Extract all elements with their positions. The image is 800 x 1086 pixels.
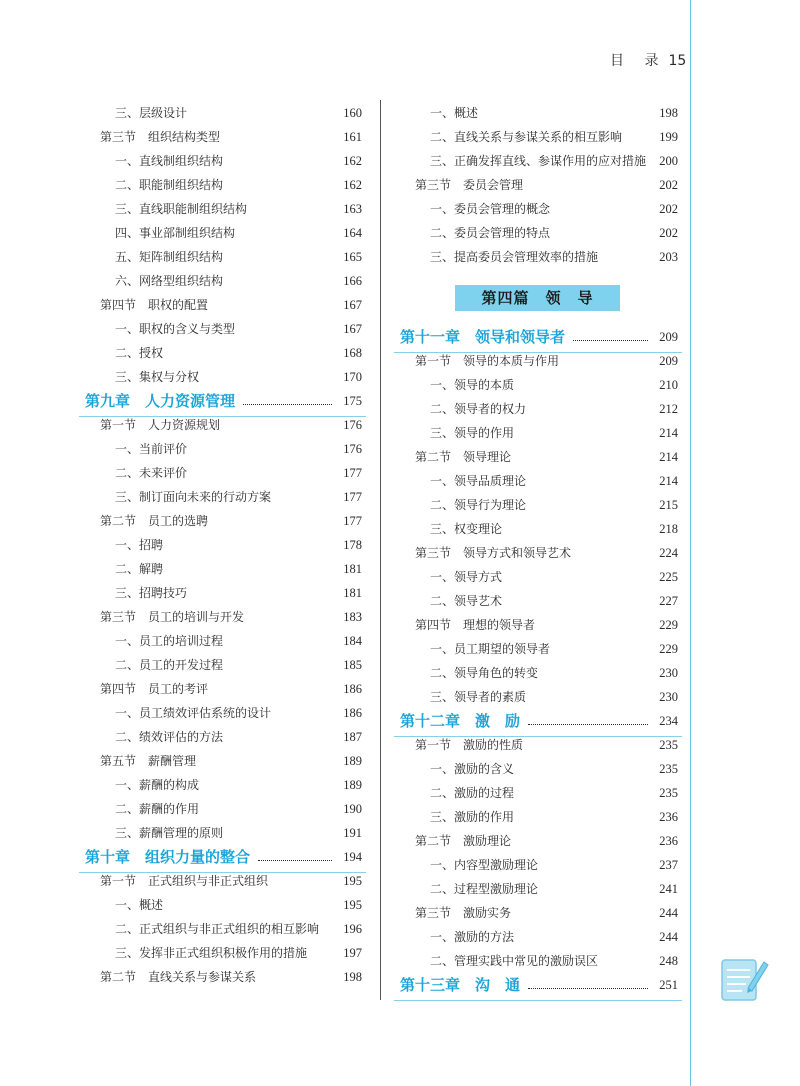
toc-item-row[interactable] [400, 469, 678, 493]
toc-entry-page: 167 [343, 322, 362, 336]
toc-entry-title: 三、权变理论 [430, 522, 503, 536]
toc-section-row[interactable] [400, 445, 678, 469]
toc-entry-title: 第一节 激励的性质 [415, 738, 524, 752]
toc-entry-page: 248 [659, 954, 678, 968]
toc-entry-title: 一、激励的方法 [430, 930, 515, 944]
toc-entry-title: 第三节 员工的培训与开发 [100, 610, 245, 624]
header-label: 目 录 [610, 53, 667, 69]
page-header [610, 50, 687, 69]
toc-entry-page: 229 [659, 642, 678, 656]
toc-entry-title: 二、直线关系与参谋关系的相互影响 [430, 130, 623, 144]
toc-entry-title: 三、层级设计 [115, 106, 188, 120]
toc-entry-title: 二、绩效评估的方法 [115, 730, 224, 744]
toc-entry-page: 235 [659, 762, 678, 776]
toc-entry-title: 二、授权 [115, 346, 164, 360]
toc-entry-title: 第二节 员工的选聘 [100, 514, 209, 528]
toc-item-row[interactable] [400, 589, 678, 613]
toc-item-row[interactable] [85, 773, 362, 797]
toc-entry-title: 三、领导者的素质 [430, 690, 527, 704]
toc-item-row[interactable] [85, 821, 362, 845]
header-page-number: 15 [668, 53, 687, 69]
toc-item-row[interactable] [85, 149, 362, 173]
toc-entry-page: 230 [659, 690, 678, 704]
toc-entry-title: 二、过程型激励理论 [430, 882, 539, 896]
toc-item-row[interactable] [400, 685, 678, 709]
toc-entry-page: 190 [343, 802, 362, 816]
toc-entry-page: 241 [659, 882, 678, 896]
toc-entry-page: 198 [343, 970, 362, 984]
toc-entry-page: 215 [659, 498, 678, 512]
toc-entry-title: 第三节 组织结构类型 [100, 130, 221, 144]
toc-entry-title: 第三节 激励实务 [415, 906, 512, 920]
toc-entry-page: 189 [343, 778, 362, 792]
toc-entry-title: 二、领导者的权力 [430, 402, 527, 416]
toc-item-row[interactable] [400, 877, 678, 901]
toc-entry-title: 二、未来评价 [115, 466, 188, 480]
toc-entry-title: 一、当前评价 [115, 442, 188, 456]
toc-entry-page: 198 [659, 106, 678, 120]
toc-leader-dots [258, 860, 332, 861]
toc-item-row[interactable] [85, 221, 362, 245]
toc-entry-page: 202 [659, 202, 678, 216]
toc-item-row[interactable] [85, 581, 362, 605]
toc-item-row[interactable] [85, 101, 362, 125]
notebook-pencil-icon [718, 952, 770, 1004]
toc-entry-title: 第十二章 激 励 [400, 712, 521, 730]
toc-entry-page: 162 [343, 178, 362, 192]
toc-entry-title: 一、薪酬的构成 [115, 778, 200, 792]
toc-item-row[interactable] [85, 629, 362, 653]
toc-item-row[interactable] [400, 397, 678, 421]
toc-item-row[interactable] [85, 437, 362, 461]
toc-item-row[interactable] [400, 853, 678, 877]
toc-entry-title: 第四节 理想的领导者 [415, 618, 536, 632]
toc-section-row[interactable] [85, 869, 362, 893]
toc-entry-title: 三、激励的作用 [430, 810, 515, 824]
toc-entry-page: 161 [343, 130, 362, 144]
toc-entry-page: 210 [659, 378, 678, 392]
toc-entry-title: 三、提高委员会管理效率的措施 [430, 250, 599, 264]
toc-entry-page: 214 [659, 450, 678, 464]
toc-entry-page: 194 [343, 850, 362, 864]
toc-item-row[interactable] [85, 485, 362, 509]
toc-entry-title: 二、员工的开发过程 [115, 658, 224, 672]
toc-entry-page: 170 [343, 370, 362, 384]
toc-right-column-top [400, 101, 678, 269]
toc-item-row[interactable] [400, 421, 678, 445]
toc-section-row[interactable] [400, 613, 678, 637]
toc-item-row[interactable] [85, 653, 362, 677]
toc-section-row[interactable] [400, 541, 678, 565]
toc-item-row[interactable] [85, 797, 362, 821]
toc-entry-title: 四、事业部制组织结构 [115, 226, 236, 240]
toc-right-column-bottom [400, 325, 678, 997]
toc-item-row[interactable] [400, 805, 678, 829]
toc-item-row[interactable] [400, 637, 678, 661]
toc-entry-page: 225 [659, 570, 678, 584]
toc-entry-title: 第九章 人力资源管理 [85, 392, 236, 410]
toc-entry-page: 178 [343, 538, 362, 552]
toc-chapter-row[interactable] [85, 389, 362, 413]
toc-entry-title: 第二节 领导理论 [415, 450, 512, 464]
toc-entry-title: 第二节 直线关系与参谋关系 [100, 970, 257, 984]
toc-entry-title: 第十三章 沟 通 [400, 976, 521, 994]
toc-entry-page: 176 [343, 418, 362, 432]
toc-entry-title: 一、委员会管理的概念 [430, 202, 551, 216]
toc-entry-title: 一、员工的培训过程 [115, 634, 224, 648]
toc-entry-page: 251 [659, 978, 678, 992]
toc-section-row[interactable] [85, 413, 362, 437]
toc-entry-page: 197 [343, 946, 362, 960]
toc-entry-title: 第三节 委员会管理 [415, 178, 524, 192]
toc-entry-title: 二、管理实践中常见的激励误区 [430, 954, 599, 968]
toc-section-row[interactable] [400, 901, 678, 925]
toc-item-row[interactable] [85, 245, 362, 269]
toc-entry-title: 一、直线制组织结构 [115, 154, 224, 168]
toc-section-row[interactable] [85, 965, 362, 989]
toc-entry-page: 164 [343, 226, 362, 240]
toc-entry-title: 一、内容型激励理论 [430, 858, 539, 872]
toc-entry-page: 214 [659, 474, 678, 488]
toc-item-row[interactable] [400, 197, 678, 221]
toc-item-row[interactable] [85, 173, 362, 197]
toc-entry-title: 二、激励的过程 [430, 786, 515, 800]
toc-entry-page: 230 [659, 666, 678, 680]
toc-entry-page: 177 [343, 466, 362, 480]
toc-item-row[interactable] [85, 341, 362, 365]
toc-entry-page: 209 [659, 330, 678, 344]
toc-entry-title: 三、直线职能制组织结构 [115, 202, 248, 216]
toc-entry-title: 三、薪酬管理的原则 [115, 826, 224, 840]
toc-item-row[interactable] [85, 725, 362, 749]
toc-entry-title: 第十章 组织力量的整合 [85, 848, 251, 866]
toc-entry-title: 第一节 正式组织与非正式组织 [100, 874, 269, 888]
toc-entry-title: 一、领导的本质 [430, 378, 515, 392]
toc-entry-page: 176 [343, 442, 362, 456]
toc-entry-page: 237 [659, 858, 678, 872]
toc-item-row[interactable] [400, 661, 678, 685]
toc-item-row[interactable] [85, 917, 362, 941]
toc-entry-page: 175 [343, 394, 362, 408]
toc-entry-page: 168 [343, 346, 362, 360]
toc-entry-title: 三、正确发挥直线、参谋作用的应对措施 [430, 154, 647, 168]
toc-item-row[interactable] [400, 373, 678, 397]
toc-item-row[interactable] [400, 221, 678, 245]
toc-item-row[interactable] [85, 317, 362, 341]
toc-item-row[interactable] [400, 565, 678, 589]
toc-entry-title: 三、招聘技巧 [115, 586, 188, 600]
toc-entry-page: 234 [659, 714, 678, 728]
toc-entry-page: 160 [343, 106, 362, 120]
toc-item-row[interactable] [400, 245, 678, 269]
toc-item-row[interactable] [400, 493, 678, 517]
toc-entry-page: 244 [659, 930, 678, 944]
toc-chapter-row[interactable] [400, 325, 678, 349]
toc-entry-title: 第一节 人力资源规划 [100, 418, 221, 432]
toc-entry-title: 二、职能制组织结构 [115, 178, 224, 192]
toc-item-row[interactable] [400, 757, 678, 781]
toc-entry-title: 第四节 员工的考评 [100, 682, 209, 696]
toc-entry-title: 第四节 职权的配置 [100, 298, 209, 312]
toc-entry-title: 一、员工绩效评估系统的设计 [115, 706, 272, 720]
toc-chapter-row[interactable] [400, 709, 678, 733]
toc-section-row[interactable] [85, 509, 362, 533]
toc-entry-page: 177 [343, 514, 362, 528]
toc-entry-page: 163 [343, 202, 362, 216]
toc-item-row[interactable] [85, 533, 362, 557]
toc-item-row[interactable] [85, 197, 362, 221]
toc-entry-page: 166 [343, 274, 362, 288]
toc-entry-title: 一、领导品质理论 [430, 474, 527, 488]
toc-entry-page: 224 [659, 546, 678, 560]
toc-entry-page: 227 [659, 594, 678, 608]
toc-item-row[interactable] [400, 925, 678, 949]
toc-entry-page: 187 [343, 730, 362, 744]
toc-entry-title: 二、薪酬的作用 [115, 802, 200, 816]
toc-section-row[interactable] [85, 677, 362, 701]
toc-entry-title: 第十一章 领导和领导者 [400, 328, 566, 346]
toc-entry-title: 二、领导角色的转变 [430, 666, 539, 680]
toc-section-row[interactable] [400, 173, 678, 197]
toc-section-row[interactable] [400, 349, 678, 373]
toc-item-row[interactable] [85, 269, 362, 293]
toc-entry-title: 一、职权的含义与类型 [115, 322, 236, 336]
toc-entry-page: 183 [343, 610, 362, 624]
chapter-underline [394, 1000, 682, 1001]
toc-chapter-row[interactable] [400, 973, 678, 997]
toc-entry-title: 第五节 薪酬管理 [100, 754, 197, 768]
toc-section-row[interactable] [400, 733, 678, 757]
toc-left-column [85, 101, 362, 989]
toc-entry-title: 第三节 领导方式和领导艺术 [415, 546, 572, 560]
toc-entry-title: 一、概述 [115, 898, 164, 912]
toc-item-row[interactable] [85, 461, 362, 485]
toc-entry-page: 184 [343, 634, 362, 648]
toc-entry-page: 202 [659, 226, 678, 240]
toc-section-row[interactable] [85, 605, 362, 629]
toc-entry-page: 195 [343, 898, 362, 912]
toc-entry-page: 214 [659, 426, 678, 440]
toc-item-row[interactable] [400, 781, 678, 805]
toc-entry-title: 二、委员会管理的特点 [430, 226, 551, 240]
toc-section-row[interactable] [85, 293, 362, 317]
toc-section-row[interactable] [400, 829, 678, 853]
toc-entry-page: 167 [343, 298, 362, 312]
toc-entry-title: 三、发挥非正式组织积极作用的措施 [115, 946, 308, 960]
toc-leader-dots [573, 340, 648, 341]
toc-entry-title: 一、领导方式 [430, 570, 503, 584]
toc-entry-title: 第二节 激励理论 [415, 834, 512, 848]
toc-entry-page: 236 [659, 834, 678, 848]
toc-entry-title: 三、领导的作用 [430, 426, 515, 440]
toc-entry-page: 200 [659, 154, 678, 168]
toc-item-row[interactable] [400, 517, 678, 541]
toc-entry-page: 181 [343, 586, 362, 600]
toc-item-row[interactable] [85, 941, 362, 965]
toc-entry-page: 196 [343, 922, 362, 936]
toc-entry-title: 一、招聘 [115, 538, 164, 552]
toc-entry-page: 199 [659, 130, 678, 144]
toc-entry-page: 202 [659, 178, 678, 192]
toc-item-row[interactable] [85, 701, 362, 725]
page-edge-line [690, 0, 691, 1086]
toc-item-row[interactable] [400, 125, 678, 149]
toc-item-row[interactable] [400, 949, 678, 973]
toc-entry-title: 二、正式组织与非正式组织的相互影响 [115, 922, 320, 936]
toc-item-row[interactable] [85, 365, 362, 389]
column-divider [380, 100, 381, 1000]
toc-entry-title: 二、领导艺术 [430, 594, 503, 608]
toc-entry-page: 235 [659, 738, 678, 752]
toc-entry-title: 二、领导行为理论 [430, 498, 527, 512]
toc-entry-page: 218 [659, 522, 678, 536]
toc-entry-page: 162 [343, 154, 362, 168]
toc-item-row[interactable] [85, 557, 362, 581]
toc-leader-dots [528, 988, 648, 989]
toc-entry-title: 一、概述 [430, 106, 479, 120]
toc-leader-dots [243, 404, 332, 405]
toc-entry-page: 229 [659, 618, 678, 632]
toc-entry-page: 195 [343, 874, 362, 888]
toc-item-row[interactable] [400, 149, 678, 173]
toc-entry-page: 209 [659, 354, 678, 368]
toc-entry-page: 235 [659, 786, 678, 800]
toc-item-row[interactable] [400, 101, 678, 125]
toc-entry-page: 186 [343, 706, 362, 720]
toc-entry-title: 六、网络型组织结构 [115, 274, 224, 288]
toc-entry-title: 五、矩阵制组织结构 [115, 250, 224, 264]
toc-entry-title: 三、集权与分权 [115, 370, 200, 384]
toc-entry-title: 三、制订面向未来的行动方案 [115, 490, 272, 504]
toc-entry-title: 一、激励的含义 [430, 762, 515, 776]
toc-section-row[interactable] [85, 125, 362, 149]
toc-chapter-row[interactable] [85, 845, 362, 869]
toc-item-row[interactable] [85, 893, 362, 917]
toc-entry-page: 185 [343, 658, 362, 672]
toc-entry-title: 第一节 领导的本质与作用 [415, 354, 560, 368]
toc-section-row[interactable] [85, 749, 362, 773]
toc-leader-dots [528, 724, 648, 725]
toc-entry-page: 177 [343, 490, 362, 504]
toc-entry-page: 203 [659, 250, 678, 264]
part-banner: 第四篇 领 导 [455, 285, 620, 311]
toc-entry-title: 二、解聘 [115, 562, 164, 576]
toc-entry-page: 181 [343, 562, 362, 576]
toc-entry-page: 189 [343, 754, 362, 768]
toc-entry-page: 212 [659, 402, 678, 416]
toc-entry-page: 165 [343, 250, 362, 264]
toc-entry-page: 244 [659, 906, 678, 920]
toc-entry-title: 一、员工期望的领导者 [430, 642, 551, 656]
toc-entry-page: 191 [343, 826, 362, 840]
toc-entry-page: 236 [659, 810, 678, 824]
toc-entry-page: 186 [343, 682, 362, 696]
